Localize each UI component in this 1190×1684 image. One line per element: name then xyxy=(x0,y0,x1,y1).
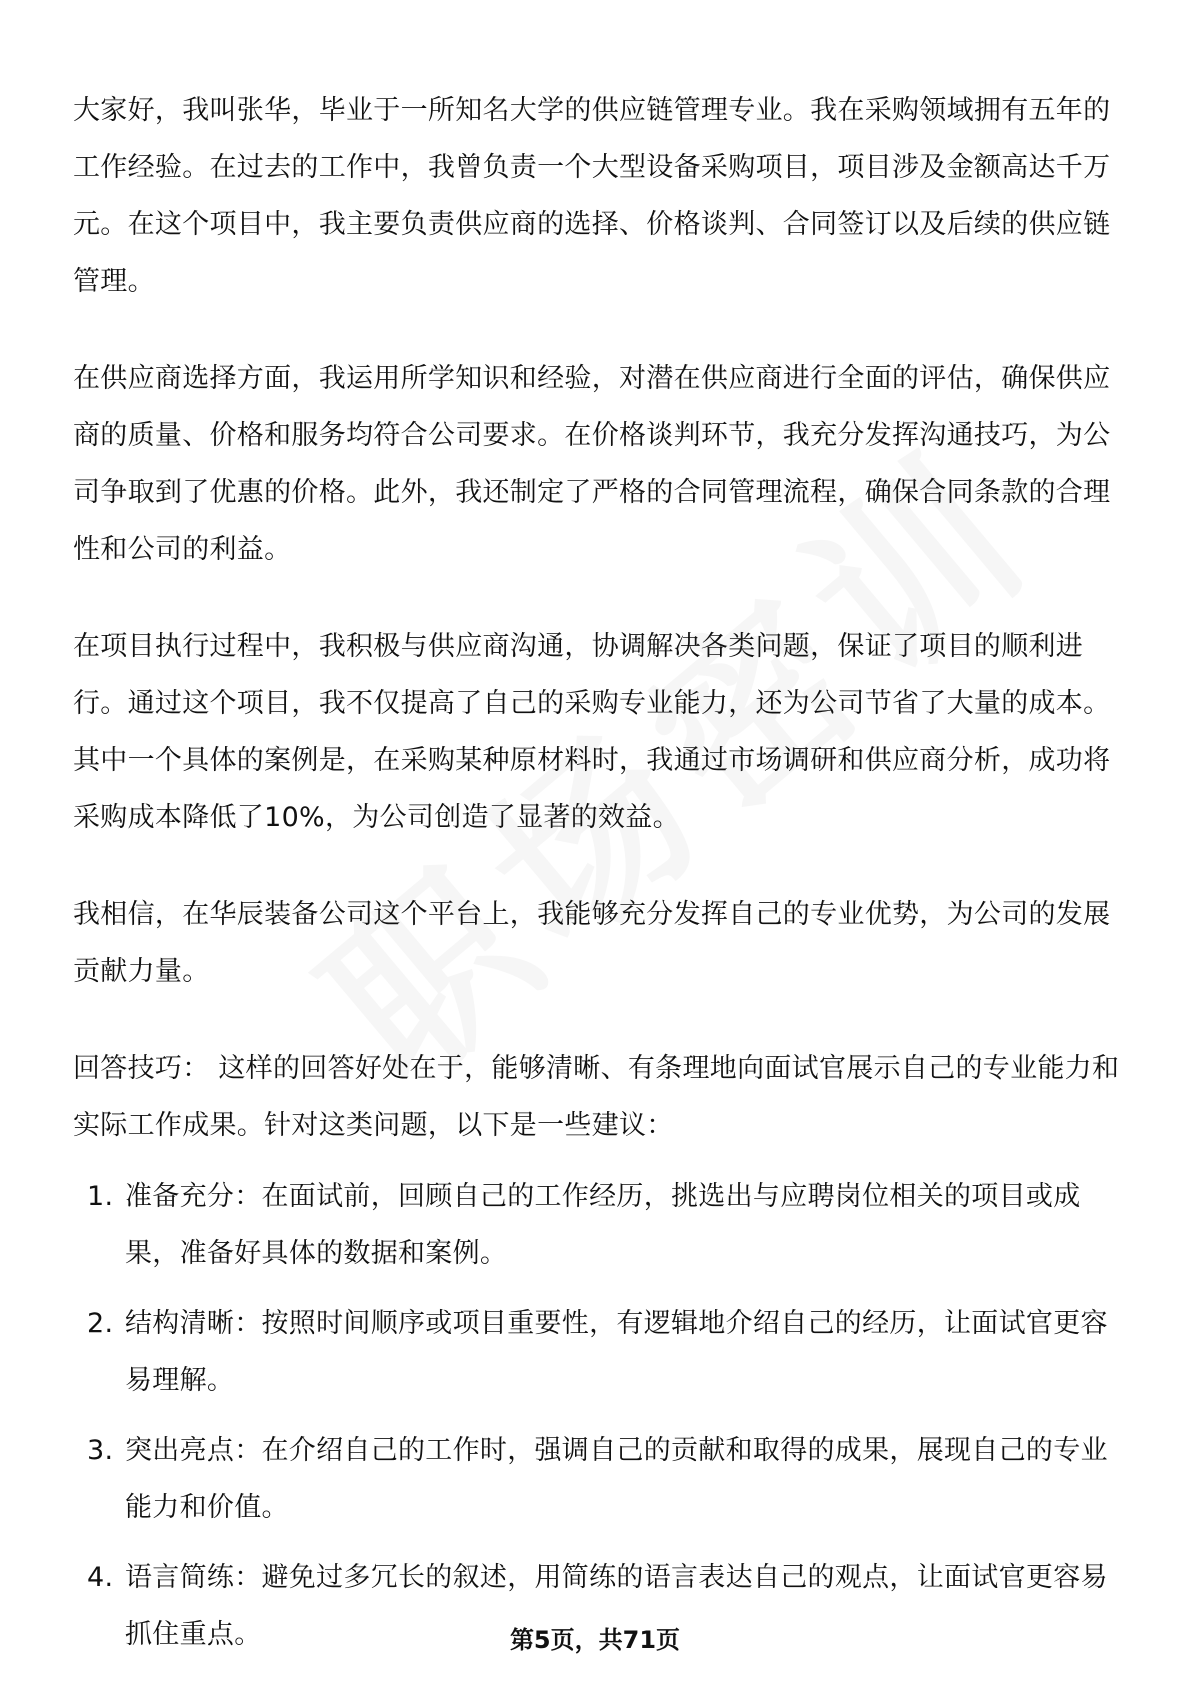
list-item xyxy=(73,1168,1123,1282)
page-number-footer: 第5页，共71页 xyxy=(509,1626,681,1654)
list-item xyxy=(73,1295,1123,1409)
suggestion-list xyxy=(73,1168,1123,1663)
list-item-text: 突出亮点：在介绍自己的工作时，强调自己的贡献和取得的成果，展现自己的专业能力和价值。 xyxy=(125,1435,1108,1523)
paragraph-intro: 大家好，我叫张华，毕业于一所知名大学的供应链管理专业。我在采购领域拥有五年的工作经验。在过去的工作中，我曾负责一个大型设备采购项目，项目涉及金额高达千万元。在这个项目中，我主要负责供应商的选择、价格谈判、合同签订以及后续的供应链管理。 xyxy=(73,95,1111,297)
list-number: 1. xyxy=(87,1181,114,1212)
list-item xyxy=(73,1422,1123,1536)
paragraph-supplier-selection: 在供应商选择方面，我运用所学知识和经验，对潜在供应商进行全面的评估，确保供应商的质量、价格和服务均符合公司要求。在价格谈判环节，我充分发挥沟通技巧，为公司争取到了优惠的价格。此外，我还制定了严格的合同管理流程，确保合同条款的合理性和公司的利益。 xyxy=(73,363,1111,565)
list-number: 3. xyxy=(87,1435,114,1466)
list-item-text: 结构清晰：按照时间顺序或项目重要性，有逻辑地介绍自己的经历，让面试官更容易理解。 xyxy=(125,1308,1108,1396)
list-item-text: 语言简练：避免过多冗长的叙述，用简练的语言表达自己的观点，让面试官更容易抓住重点。 xyxy=(125,1562,1108,1650)
answer-tips: 回答技巧： 这样的回答好处在于，能够清晰、有条理地向面试官展示自己的专业能力和实际工作成果。针对这类问题，以下是一些建议： xyxy=(73,1053,1120,1141)
list-number: 2. xyxy=(87,1308,114,1339)
paragraph-conclusion: 我相信，在华辰装备公司这个平台上，我能够充分发挥自己的专业优势，为公司的发展贡献力量。 xyxy=(73,899,1111,987)
list-item-text: 准备充分：在面试前，回顾自己的工作经历，挑选出与应聘岗位相关的项目或成果，准备好具体的数据和案例。 xyxy=(125,1181,1081,1269)
document-body xyxy=(73,82,1123,1676)
list-number: 4. xyxy=(87,1562,114,1593)
paragraph-project-execution: 在项目执行过程中，我积极与供应商沟通，协调解决各类问题，保证了项目的顺利进行。通过这个项目，我不仅提高了自己的采购专业能力，还为公司节省了大量的成本。其中一个具体的案例是，在采购某种原材料时，我通过市场调研和供应商分析，成功将采购成本降低了10%，为公司创造了显著的效益。 xyxy=(73,631,1111,833)
